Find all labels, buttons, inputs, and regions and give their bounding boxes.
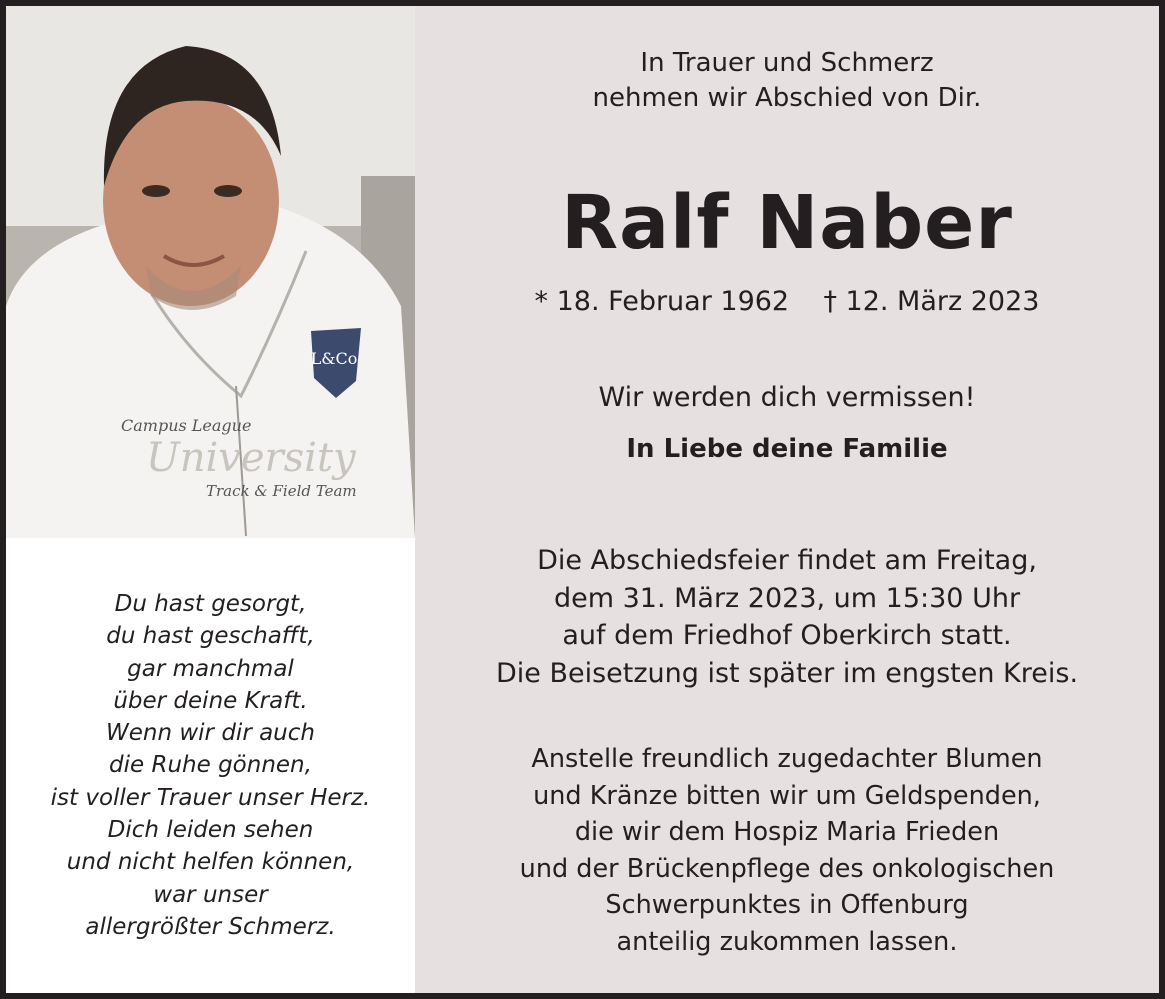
donation-line: die wir dem Hospiz Maria Frieden [574,817,1000,847]
portrait-photo [6,6,415,538]
donation-line: Anstelle freundlich zugedachter Blumen [531,744,1043,774]
poem-line: Dich leiden sehen [107,817,314,844]
ceremony-info [415,542,1159,692]
poem-line: du hast geschafft, [106,623,315,650]
shirt-badge-text: L&Co [310,349,358,368]
farewell-line: Wir werden dich vermissen! [598,382,976,413]
ceremony-line: Die Abschiedsfeier findet am Freitag, [537,545,1037,576]
poem-line: über deine Kraft. [113,687,308,714]
deceased-name: Ralf Naber [561,180,1013,266]
poem-line: die Ruhe gönnen, [109,752,312,779]
shirt-text-line1: Campus League [121,416,252,435]
ceremony-line: Die Beisetzung ist später im engsten Kreis. [495,657,1079,689]
memorial-poem [6,588,415,943]
intro-line: nehmen wir Abschied von Dir. [592,83,982,113]
intro-line: In Trauer und Schmerz [640,48,934,78]
ceremony-line: auf dem Friedhof Oberkirch statt. [562,620,1012,651]
poem-line: war unser [153,881,268,908]
ceremony-line: dem 31. März 2023, um 15:30 Uhr [553,582,1021,614]
poem-line: und nicht helfen können, [66,849,355,876]
right-column [415,6,1159,993]
family-signature: In Liebe deine Familie [626,434,948,464]
donation-line: und der Brückenpflege des onkologischen [519,853,1055,884]
portrait-illustration [6,6,415,538]
intro-text [415,46,1159,116]
poem-line: Wenn wir dir auch [106,720,315,747]
poem-line: Du hast gesorgt, [114,591,307,617]
life-dates: * 18. Februar 1962 † 12. März 2023 [534,286,1040,317]
poem-line: allergrößter Schmerz. [85,913,336,940]
donation-line: Schwerpunktes in Offenburg [605,890,969,920]
donation-line: und Kränze bitten wir um Geldspenden, [533,780,1041,811]
obituary-notice [6,6,1159,993]
shirt-text-line3: Track & Field Team [206,482,357,500]
donation-request [415,741,1159,960]
donation-line: anteilig zukommen lassen. [616,926,958,957]
poem-line: ist voller Trauer unser Herz. [50,784,371,811]
shirt-text-line2: University [146,435,356,481]
poem-line: gar manchmal [127,655,294,682]
left-column [6,6,415,993]
